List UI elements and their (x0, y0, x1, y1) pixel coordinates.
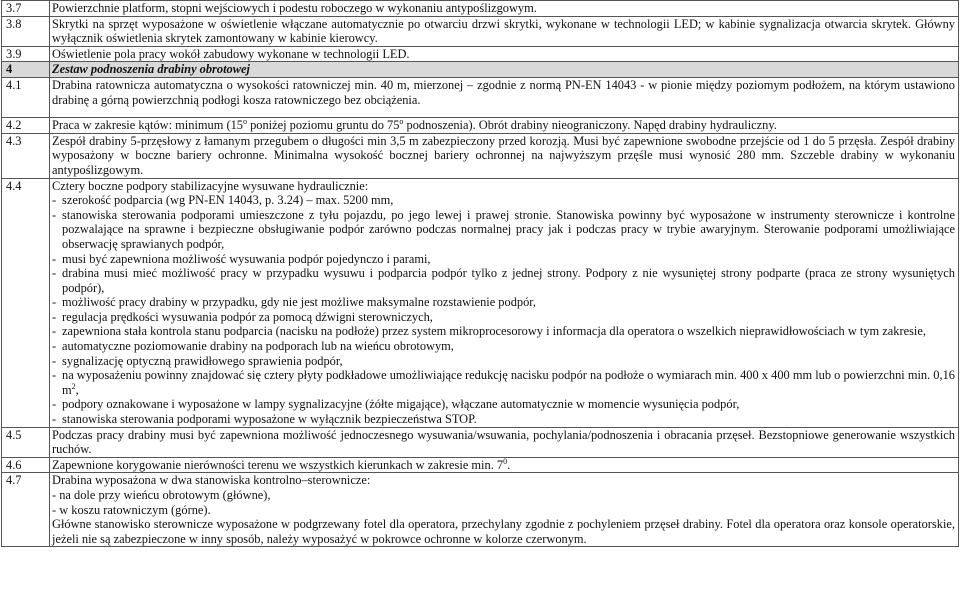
list-item: - stanowiska sterowania podporami wyposażone w wyłącznik bezpieczeństwa STOP. (52, 412, 477, 427)
list-item: - na wyposażeniu powinny znajdować się cztery płyty podkładowe umożliwiające redukcję nacisku podpór na podłoże o wymiarach min. 400 x 400 mm lub o powierzchni min. 0,16 $m^2$, (52, 368, 955, 397)
section-heading: Zestaw podnoszenia drabiny obrotowej (50, 62, 959, 78)
row-text: Zapewnione korygowanie nierówności terenu we wszystkich kierunkach w zakresie min. $7^0$. (50, 457, 959, 473)
table-row (2, 77, 959, 117)
table-row (2, 457, 959, 473)
row-number: 4.6 (2, 457, 50, 473)
row-text: Podczas pracy drabiny musi być zapewniona możliwość jednoczesnego wysuwania/wsuwania, pochylania/podnoszenia i obracania przęseł. Bezstopniowe generowanie wszystkich ruchów. (50, 427, 959, 457)
list-item: - podpory oznakowane i wyposażone w lampy sygnalizacyjne (żółte migające), włączane automatycznie w momencie wysunięcia podpór, (52, 397, 740, 412)
row-text: Oświetlenie pola pracy wokół zabudowy wykonane w technologii LED. (50, 46, 959, 62)
table-row (2, 473, 959, 547)
row-text: Drabina wyposażona w dwa stanowiska kontrolno–sterownicze: - na dole przy wieńcu obrotowym (główne), - w koszu ratowniczym (górne). Główne stanowisko sterownicze wyposażone w podgrzewany fotel dla operatora, przechylany zgodnie z pochyleniem przęseł drabiny. Fotel dla operatora oraz konsole operatorskie, jeżeli nie są zabezpieczone w inny sposób, należy wyposażyć w pokrowce ochronne w kolorze czerwonym. (50, 473, 959, 547)
row-text: Skrytki na sprzęt wyposażone w oświetlenie włączane automatycznie po otwarciu drzwi skrytki, wykonane w technologii LED; w kabinie sygnalizacja otwarcia skrytek. Główny wyłącznik oświetlenia skrytek zamontowany w kabinie kierowcy. (50, 16, 959, 46)
list-item: - stanowiska sterowania podporami umieszczone z tyłu pojazdu, po jego lewej i prawej stronie. Stanowiska powinny być wyposażone w instrumenty sterownicze i kontrolne pozwalające na sprawne i bezpieczne obsługiwanie podpór zarówno podczas normalnej pracy jak i podczas pracy w trybie awaryjnym. Sterowanie podporami umożliwiające obserwację sprawianych podpór, (52, 207, 955, 251)
list-item: - sygnalizację optyczną prawidłowego sprawienia podpór, (52, 353, 343, 368)
row-number: 3.7 (2, 1, 50, 17)
row-number: 3.9 (2, 46, 50, 62)
row-number: 3.8 (2, 16, 50, 46)
table-row (2, 46, 959, 62)
list-item: - regulacja prędkości wysuwania podpór za pomocą dźwigni sterowniczych, (52, 309, 433, 324)
list-item: - musi być zapewniona możliwość wysuwania podpór pojedynczo i parami, (52, 251, 431, 266)
row-number: 4.5 (2, 427, 50, 457)
section-number: 4 (2, 62, 50, 78)
list-item: - drabina musi mieć możliwość pracy w przypadku wysuwu i podparcia podpór tylko z jednej strony. Podpory z nie wysuniętej strony podparte (praca ze strony wysuniętych podpór), (52, 266, 955, 295)
table-row (2, 16, 959, 46)
row-text: Praca w zakresie kątów: minimum (15$^o$ poniżej poziomu gruntu do 75$^o$ podnoszenia). Obrót drabiny nieograniczony. Napęd drabiny hydrauliczny. (50, 118, 959, 134)
row-number: 4.1 (2, 77, 50, 117)
row-number: 4.3 (2, 133, 50, 178)
table-row (2, 133, 959, 178)
row-text: Powierzchnie platform, stopni wejściowych i podestu roboczego w wykonaniu antypoślizgowym. (50, 1, 959, 17)
row-text: Drabina ratownicza automatyczna o wysokości ratowniczej min. 40 m, mierzonej – zgodnie z normą PN-EN 14043 - w pionie między poziomym podłożem, na którym ustawiono drabinę a górną powierzchnią podłogi kosza ratowniczego bez obciążenia. (50, 77, 959, 117)
list-item: - szerokość podparcia (wg PN-EN 14043, p. 3.24) – max. 5200 mm, (52, 193, 394, 208)
table-row (2, 178, 959, 427)
row-text: Cztery boczne podpory stabilizacyjne wysuwane hydraulicznie: - szerokość podparcia (wg PN-EN 14043, p. 3.24) – max. 5200 mm, - stanowiska sterowania podporami umieszczone z tyłu pojazdu, po jego lewej i prawej stronie. Stanowiska powinny być wyposażone w instrumenty sterownicze i kontrolne pozwalające na sprawne i bezpieczne obsługiwanie podpór zarówno podczas normalnej pracy jak i podczas pracy w trybie awaryjnym. Sterowanie podporami umożliwiające obserwację sprawianych podpór, - musi być zapewniona możliwość wysuwania podpór pojedynczo i parami, - drabina musi mieć możliwość pracy w przypadku wysuwu i podparcia podpór tylko z jednej strony. Podpory z nie wysuniętej strony podparte (praca ze strony wysuniętych podpór), - możliwość pracy drabiny w przypadku, gdy nie jest możliwe maksymalne rozstawienie podpór, - regulacja prędkości wysuwania podpór za pomocą dźwigni sterowniczych, - zapewniona stała kontrola stanu podparcia (nacisku na podłoże) przez system mikroprocesorowy i informacja dla operatora o wszelkich nieprawidłowościach w tym zakresie, - automatyczne poziomowanie drabiny na podporach lub na wieńcu obrotowym, - sygnalizację optyczną prawidłowego sprawienia podpór, - na wyposażeniu powinny znajdować się cztery płyty podkładowe umożliwiające redukcję nacisku podpór na podłoże o wymiarach min. 400 x 400 mm lub o powierzchni min. 0,16 $m^2$, - podpory oznakowane i wyposażone w lampy sygnalizacyjne (żółte migające), włączane automatycznie w momencie wysunięcia podpór, - stanowiska sterowania podporami wyposażone w wyłącznik bezpieczeństwa STOP. (50, 178, 959, 427)
specification-table (1, 0, 959, 547)
row-text: Zespół drabiny 5-przęsłowy z łamanym przegubem o długości min 3,5 m zabezpieczony przed korozją. Musi być zapewnione swobodne przejście od 1 do 5 przęsła. Zespół drabiny wyposażony w boczne bariery ochronne. Minimalna wysokość bocznej bariery ochronnej na najwyższym przęśle musi wynosić 280 mm. Szczeble drabiny w wykonaniu antypoślizgowym. (50, 133, 959, 178)
list-item: - zapewniona stała kontrola stanu podparcia (nacisku na podłoże) przez system mikroprocesorowy i informacja dla operatora o wszelkich nieprawidłowościach w tym zakresie, (52, 324, 926, 339)
section-heading-row (2, 62, 959, 78)
list-item: - możliwość pracy drabiny w przypadku, gdy nie jest możliwe maksymalne rozstawienie podpór, (52, 295, 537, 310)
row-number: 4.7 (2, 473, 50, 547)
list-item: - automatyczne poziomowanie drabiny na podporach lub na wieńcu obrotowym, (52, 339, 454, 354)
table-row (2, 1, 959, 17)
table-row (2, 118, 959, 134)
row-number: 4.4 (2, 178, 50, 427)
row-number: 4.2 (2, 118, 50, 134)
table-row (2, 427, 959, 457)
